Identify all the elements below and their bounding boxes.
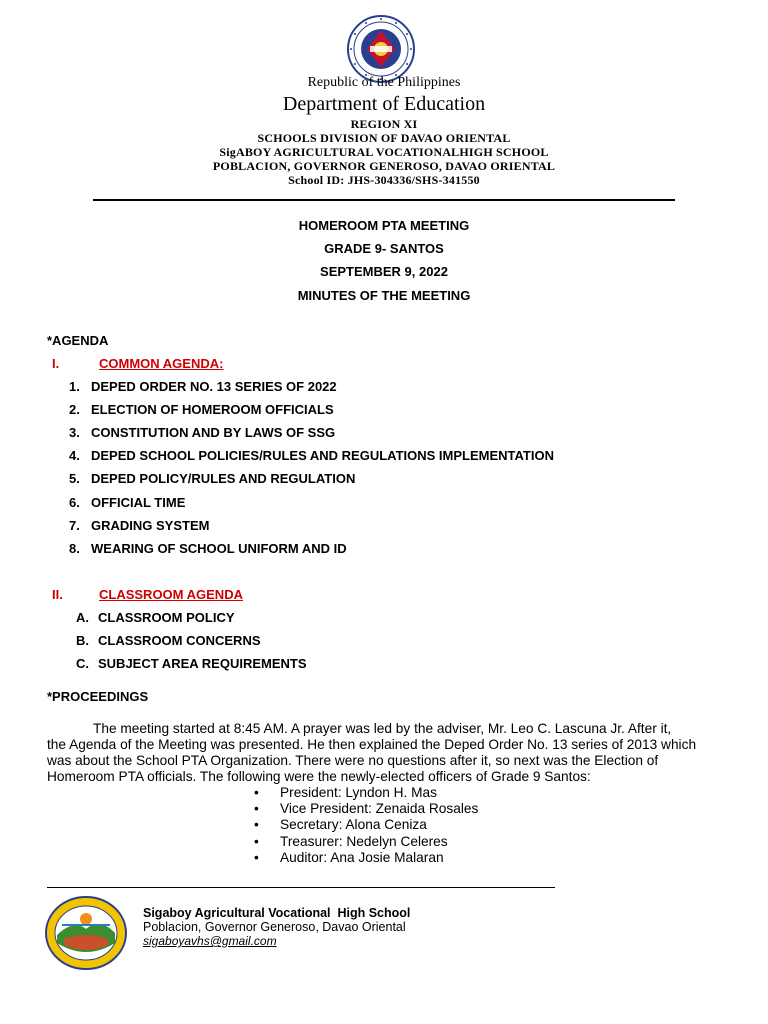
list-item: • Treasurer: Nedelyn Celeres [254, 834, 448, 849]
department-title: Department of Education [282, 93, 486, 115]
grade-section: GRADE 9- SANTOS [324, 241, 444, 256]
list-item: • President: Lyndon H. Mas [254, 785, 437, 800]
division-line: SCHOOLS DIVISION OF DAVAO ORIENTAL [257, 131, 511, 145]
classroom-agenda-numeral: II. [52, 587, 63, 602]
list-item: 2. ELECTION OF HOMEROOM OFFICIALS [69, 402, 334, 417]
school-address-line: POBLACION, GOVERNOR GENEROSO, DAVAO ORIENTAL [212, 159, 556, 173]
footer-address: Poblacion, Governor Generoso, Davao Oriental [143, 920, 406, 934]
list-item: • Secretary: Alona Ceniza [254, 817, 427, 832]
proceedings-heading: *PROCEEDINGS [47, 689, 149, 704]
footer-email-link[interactable]: sigaboyavhs@gmail.com [143, 934, 277, 948]
school-seal-logo [44, 895, 128, 971]
footer-divider [47, 887, 555, 888]
footer-school-name: Sigaboy Agricultural Vocational High School [143, 906, 411, 920]
list-item: • Vice President: Zenaida Rosales [254, 801, 479, 816]
proceedings-line: the Agenda of the Meeting was presented. He then explained the Deped Order No. 13 series of 2013 which [47, 737, 697, 752]
list-item: A. CLASSROOM POLICY [76, 610, 235, 625]
list-item: C. SUBJECT AREA REQUIREMENTS [76, 656, 307, 671]
bullet-icon: • [254, 801, 259, 816]
classroom-agenda-label: CLASSROOM AGENDA [99, 587, 243, 602]
list-item: • Auditor: Ana Josie Malaran [254, 850, 444, 865]
list-item: 7. GRADING SYSTEM [69, 518, 210, 533]
meeting-title: HOMEROOM PTA MEETING [298, 218, 470, 233]
common-agenda-label: COMMON AGENDA: [99, 356, 224, 371]
list-item: B. CLASSROOM CONCERNS [76, 633, 261, 648]
bullet-icon: • [254, 834, 259, 849]
region-line: REGION XI [350, 117, 418, 131]
minutes-title: MINUTES OF THE MEETING [297, 288, 471, 303]
common-agenda-numeral: I. [52, 356, 60, 371]
proceedings-line: Homeroom PTA officials. The following were the newly-elected officers of Grade 9 Santos: [47, 769, 591, 784]
meeting-date: SEPTEMBER 9, 2022 [320, 264, 448, 279]
bullet-icon: • [254, 850, 259, 865]
school-id-line: School ID: JHS-304336/SHS-341550 [288, 173, 480, 187]
list-item: 5. DEPED POLICY/RULES AND REGULATION [69, 471, 356, 486]
bullet-icon: • [254, 785, 259, 800]
school-name-line: SigABOY AGRICULTURAL VOCATIONALHIGH SCHOOL [219, 145, 549, 159]
list-item: 3. CONSTITUTION AND BY LAWS OF SSG [69, 425, 336, 440]
list-item: 8. WEARING OF SCHOOL UNIFORM AND ID [69, 541, 347, 556]
deped-seal-logo [340, 14, 422, 84]
proceedings-line: The meeting started at 8:45 AM. A prayer was led by the adviser, Mr. Leo C. Lascuna Jr. After it, [93, 721, 672, 736]
proceedings-line: was about the School PTA Organization. There were no questions after it, so next was the Election of [47, 753, 659, 768]
list-item: 1. DEPED ORDER NO. 13 SERIES OF 2022 [69, 379, 337, 394]
agenda-heading: *AGENDA [47, 333, 109, 348]
list-item: 6. OFFICIAL TIME [69, 495, 186, 510]
republic-line: Republic of the Philippines [307, 75, 461, 90]
bullet-icon: • [254, 817, 259, 832]
list-item: 4. DEPED SCHOOL POLICIES/RULES AND REGULATIONS IMPLEMENTATION [69, 448, 554, 463]
header-divider [93, 199, 675, 201]
